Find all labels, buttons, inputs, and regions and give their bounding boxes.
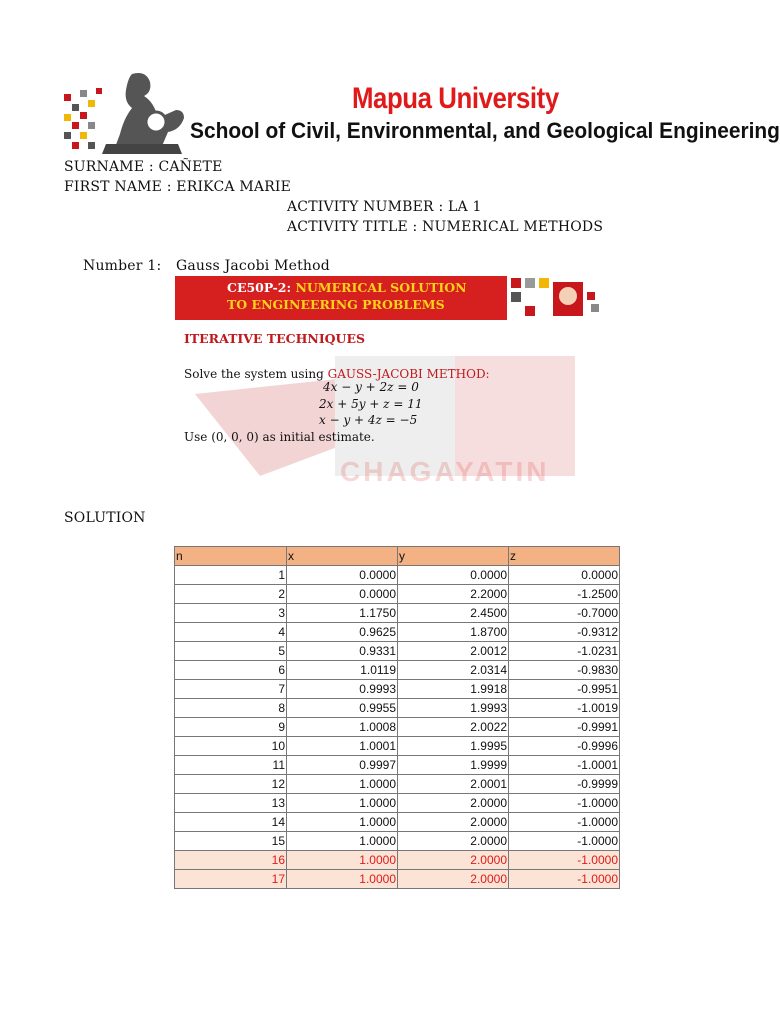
solution-label: SOLUTION [64,510,146,526]
cell-z: -0.9996 [509,737,620,756]
cell-x: 0.9997 [287,756,398,775]
cell-y: 2.0000 [398,794,509,813]
cell-n: 11 [175,756,287,775]
cell-n: 1 [175,566,287,585]
activity-number-line: ACTIVITY NUMBER : LA 1 [287,199,482,215]
cell-y: 1.9999 [398,756,509,775]
cell-z: -0.9830 [509,661,620,680]
cell-y: 2.0012 [398,642,509,661]
cell-y: 2.0022 [398,718,509,737]
table-row [175,604,620,623]
cell-y: 1.8700 [398,623,509,642]
table-row [175,832,620,851]
banner-line-2: TO ENGINEERING PROBLEMS [227,297,445,312]
activity-title-line: ACTIVITY TITLE : NUMERICAL METHODS [287,219,604,235]
cell-y: 2.0000 [398,832,509,851]
cell-z: -1.0000 [509,794,620,813]
cell-n: 12 [175,775,287,794]
cell-z: -0.9999 [509,775,620,794]
cell-y: 0.0000 [398,566,509,585]
cell-x: 1.0000 [287,870,398,889]
problem-image [175,276,602,487]
cell-z: -1.0000 [509,832,620,851]
cell-x: 1.0000 [287,851,398,870]
cell-y: 2.0001 [398,775,509,794]
cell-x: 1.0001 [287,737,398,756]
table-row [175,756,620,775]
table-row [175,661,620,680]
cell-x: 0.9993 [287,680,398,699]
cell-x: 0.9625 [287,623,398,642]
cell-z: -1.0000 [509,851,620,870]
table-row [175,851,620,870]
cell-n: 17 [175,870,287,889]
cell-z: -1.0231 [509,642,620,661]
cell-y: 1.9918 [398,680,509,699]
problem-method: Gauss Jacobi Method [176,258,330,274]
table-row [175,585,620,604]
cell-y: 2.0000 [398,851,509,870]
equation-1: 4x − y + 2z = 0 [323,380,419,394]
cell-z: -0.7000 [509,604,620,623]
cell-z: -0.9312 [509,623,620,642]
problem-heading: ITERATIVE TECHNIQUES [184,331,366,346]
cell-x: 1.0000 [287,813,398,832]
header-n: n [175,547,287,566]
cell-x: 1.1750 [287,604,398,623]
cell-n: 9 [175,718,287,737]
banner-mosaic-graphic [507,276,602,320]
cell-x: 0.0000 [287,585,398,604]
school-name: School of Civil, Environmental, and Geological Engineering [190,118,780,143]
cell-n: 15 [175,832,287,851]
table-row [175,737,620,756]
cell-n: 14 [175,813,287,832]
header-z: z [509,547,620,566]
watermark-text: CHAGAYATIN [340,456,550,487]
cell-z: -1.0019 [509,699,620,718]
table-row [175,775,620,794]
iteration-table [174,546,620,889]
problem-instruction: Solve the system using GAUSS-JACOBI METHOD: [184,367,490,381]
table-row [175,699,620,718]
cell-z: 0.0000 [509,566,620,585]
cell-x: 0.0000 [287,566,398,585]
table-row [175,813,620,832]
problem-number-label: Number 1: [83,258,162,274]
cell-x: 1.0008 [287,718,398,737]
table-row [175,623,620,642]
cell-n: 7 [175,680,287,699]
university-logo [62,70,190,158]
cell-z: -1.0000 [509,813,620,832]
initial-estimate-text: Use (0, 0, 0) as initial estimate. [184,430,375,444]
cell-y: 1.9993 [398,699,509,718]
cell-n: 8 [175,699,287,718]
equation-3: x − y + 4z = −5 [319,413,418,427]
cell-x: 1.0000 [287,832,398,851]
cell-n: 2 [175,585,287,604]
cell-x: 0.9331 [287,642,398,661]
cell-x: 1.0119 [287,661,398,680]
header-x: x [287,547,398,566]
cell-z: -1.0000 [509,870,620,889]
table-row [175,566,620,585]
cell-y: 2.2000 [398,585,509,604]
table-row [175,870,620,889]
cell-y: 2.0314 [398,661,509,680]
table-row [175,718,620,737]
table-row [175,794,620,813]
university-name: Mapua University [352,82,559,115]
banner-line-1: CE50P-2: NUMERICAL SOLUTION [227,280,467,295]
table-row [175,680,620,699]
cell-z: -0.9951 [509,680,620,699]
first-name-line: FIRST NAME : ERIKCA MARIE [64,179,292,195]
table-header-row [175,547,620,566]
cell-n: 6 [175,661,287,680]
cell-y: 1.9995 [398,737,509,756]
cell-n: 4 [175,623,287,642]
surname-line: SURNAME : CAÑETE [64,159,223,175]
cell-n: 16 [175,851,287,870]
cell-y: 2.0000 [398,813,509,832]
cell-y: 2.4500 [398,604,509,623]
cell-n: 13 [175,794,287,813]
table-row [175,642,620,661]
cell-n: 3 [175,604,287,623]
cell-x: 1.0000 [287,794,398,813]
cell-n: 10 [175,737,287,756]
cell-z: -0.9991 [509,718,620,737]
cell-y: 2.0000 [398,870,509,889]
course-banner [175,276,507,320]
cell-n: 5 [175,642,287,661]
equation-2: 2x + 5y + z = 11 [319,397,423,411]
header-y: y [398,547,509,566]
cell-x: 0.9955 [287,699,398,718]
cell-z: -1.2500 [509,585,620,604]
cell-x: 1.0000 [287,775,398,794]
cell-z: -1.0001 [509,756,620,775]
